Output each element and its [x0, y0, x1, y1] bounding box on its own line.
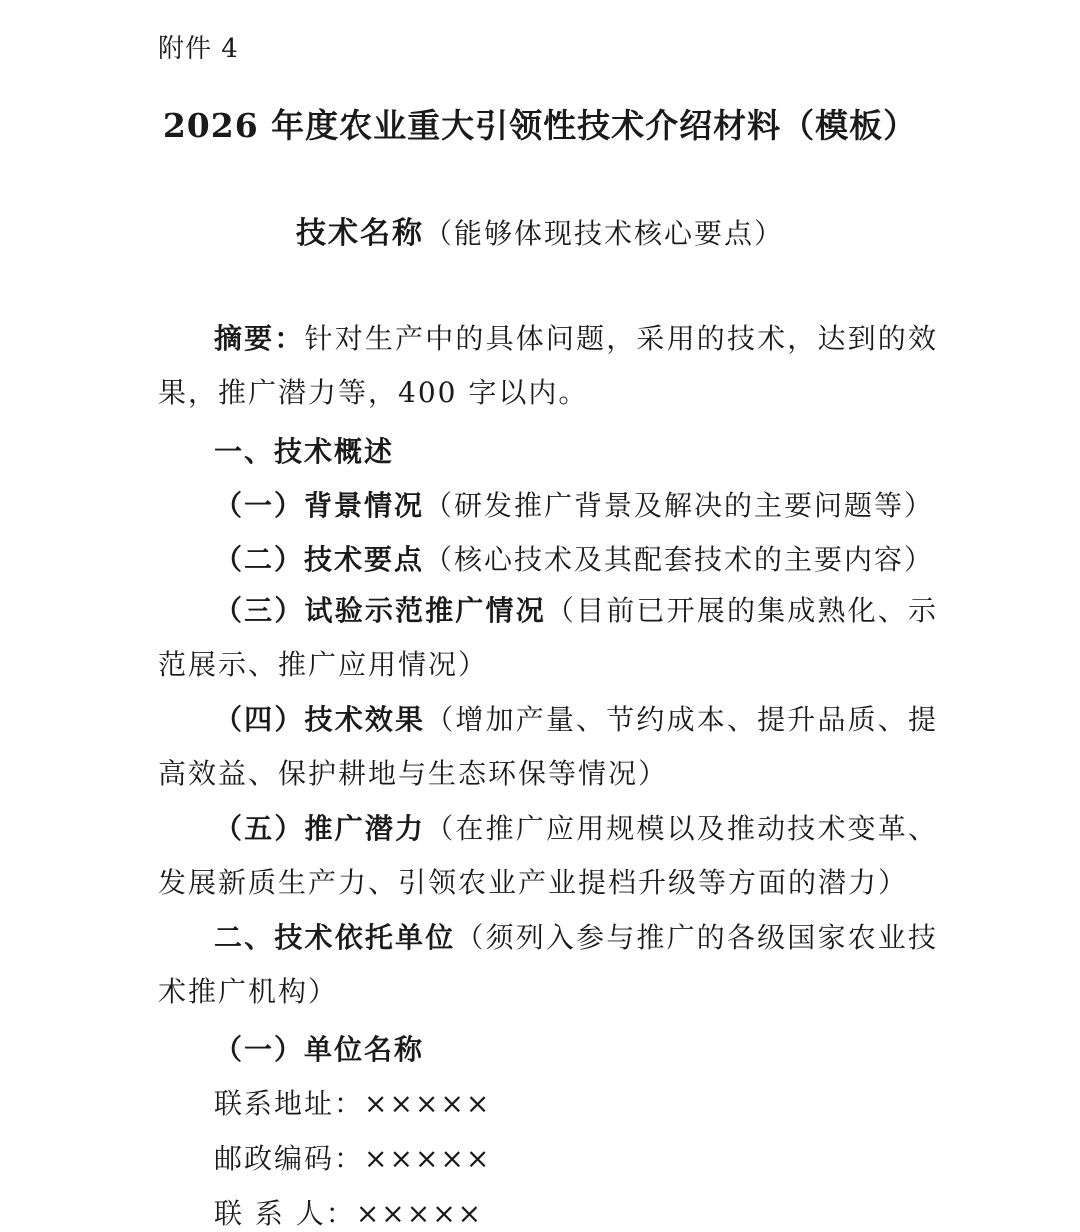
section2-heading: 二、技术依托单位（须列入参与推广的各级国家农业技术推广机构） [158, 921, 938, 1008]
section2-sub-heading: （一）单位名称 [214, 1033, 425, 1066]
section1-item-demonstration: （三）试验示范推广情况（目前已开展的集成熟化、示范展示、推广应用情况） [158, 594, 938, 681]
attachment-label: 附件 4 [158, 34, 239, 64]
abstract-text: 针对生产中的具体问题，采用的技术，达到的效果，推广潜力等，400 字以内。 [158, 322, 938, 409]
abstract-label: 摘要： [214, 322, 305, 355]
abstract-paragraph [158, 312, 938, 420]
field-address: 联系地址：××××× [214, 1087, 492, 1120]
field-contact-person: 联 系 人：××××× [214, 1197, 484, 1230]
section1-item-potential: （五）推广潜力（在推广应用规模以及推动技术变革、发展新质生产力、引领农业产业提档升级等方面的潜力） [158, 812, 938, 899]
section1-item-key-points: （二）技术要点（核心技术及其配套技术的主要内容） [214, 543, 935, 576]
tech-name-note: （能够体现技术核心要点） [423, 217, 784, 250]
field-postcode: 邮政编码：××××× [214, 1142, 492, 1175]
section1-heading: 一、技术概述 [214, 435, 395, 468]
section1-item-effects: （四）技术效果（增加产量、节约成本、提升品质、提高效益、保护耕地与生态环保等情况） [158, 703, 938, 790]
tech-name-line [0, 208, 1080, 252]
section1-item-background: （一）背景情况（研发推广背景及解决的主要问题等） [214, 489, 935, 522]
document-title: 2026 年度农业重大引领性技术介绍材料（模板） [162, 106, 918, 145]
tech-name-label: 技术名称 [295, 216, 424, 251]
